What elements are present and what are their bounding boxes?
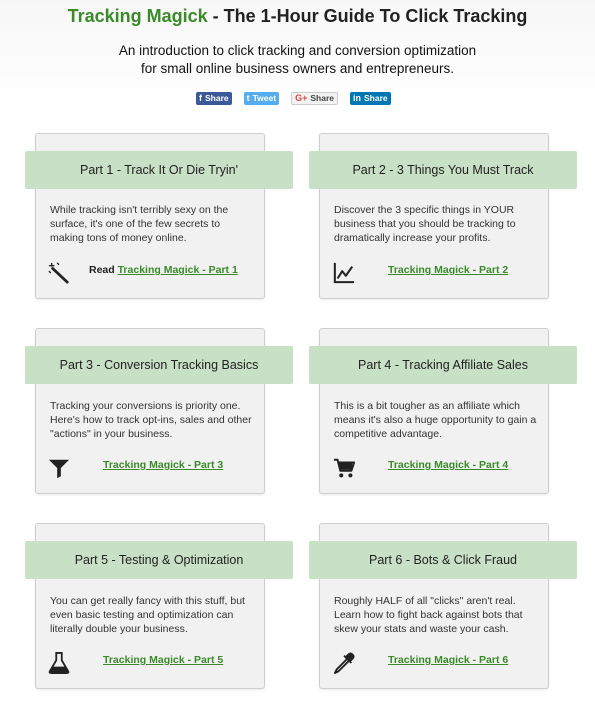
part-6-link[interactable]: Tracking Magick - Part 6 [388, 654, 509, 666]
card-link-row-part-5 [103, 654, 223, 666]
card-heading-part-4: Part 4 - Tracking Affiliate Sales [309, 346, 577, 384]
page-title [0, 6, 595, 27]
twitter-icon: t [246, 93, 250, 103]
eyedropper-icon [333, 652, 355, 674]
card-heading-part-6: Part 6 - Bots & Click Fraud [309, 541, 577, 579]
linkedin-share-label: Share [363, 93, 388, 103]
card-heading-part-1: Part 1 - Track It Or Die Tryin' [25, 151, 293, 189]
facebook-share-button[interactable] [196, 92, 232, 105]
twitter-tweet-label: Tweet [252, 93, 277, 103]
read-prefix: Read [89, 264, 118, 276]
card-link-row-part-3 [103, 459, 223, 471]
card-description-part-4: This is a bit tougher as an affiliate which means it's also a huge opportunity to gain a competitive advantage. [334, 400, 537, 440]
line-chart-icon [333, 262, 355, 284]
subtitle-line-2: for small online business owners and entrepreneurs. [141, 61, 454, 76]
part-5-link[interactable]: Tracking Magick - Part 5 [103, 654, 224, 666]
card-link-row-part-2 [388, 264, 508, 276]
card-heading-part-2: Part 2 - 3 Things You Must Track [309, 151, 577, 189]
card-description-part-2: Discover the 3 specific things in YOUR business that you should be tracking to dramatically increase your profits. [334, 204, 516, 244]
title-rest: - The 1-Hour Guide To Click Tracking [207, 6, 528, 26]
funnel-icon [48, 457, 70, 479]
card-link-row-part-4 [388, 459, 508, 471]
card-description-part-6: Roughly HALF of all "clicks" aren't real. Learn how to fight back against bots that skew your stats and waste your cash. [334, 595, 523, 635]
facebook-icon: f [199, 93, 202, 103]
card-description-part-1: While tracking isn't terribly sexy on the surface, it's one of the few secrets to making tons of money online. [50, 204, 229, 244]
part-2-link[interactable]: Tracking Magick - Part 2 [388, 264, 509, 276]
card-link-row-part-6 [388, 654, 508, 666]
twitter-tweet-button[interactable] [244, 92, 279, 105]
part-3-link[interactable]: Tracking Magick - Part 3 [103, 459, 224, 471]
brand-name: Tracking Magick [67, 6, 208, 26]
part-4-link[interactable]: Tracking Magick - Part 4 [388, 459, 509, 471]
page-subtitle [0, 42, 595, 78]
linkedin-share-button[interactable] [350, 92, 391, 105]
google-plus-share-label: Share [310, 93, 334, 103]
part-1-link[interactable]: Tracking Magick - Part 1 [117, 264, 238, 276]
subtitle-line-1: An introduction to click tracking and conversion optimization [118, 43, 477, 58]
google-plus-icon: G+ [295, 93, 308, 103]
magic-wand-icon [48, 262, 70, 284]
shopping-cart-icon [333, 457, 355, 479]
card-heading-part-5: Part 5 - Testing & Optimization [25, 541, 293, 579]
share-bar [196, 91, 391, 105]
card-heading-part-3: Part 3 - Conversion Tracking Basics [25, 346, 293, 384]
linkedin-icon: in [352, 93, 361, 103]
card-description-part-3: Tracking your conversions is priority one. Here's how to track opt-ins, sales and other "actions" in your business. [50, 400, 252, 440]
card-link-row-part-1 [89, 264, 238, 276]
google-plus-share-button[interactable] [291, 92, 338, 105]
flask-icon [48, 652, 70, 674]
card-description-part-5: You can get really fancy with this stuff, but even basic testing and optimization can literally double your business. [50, 595, 245, 635]
facebook-share-label: Share [205, 93, 229, 103]
